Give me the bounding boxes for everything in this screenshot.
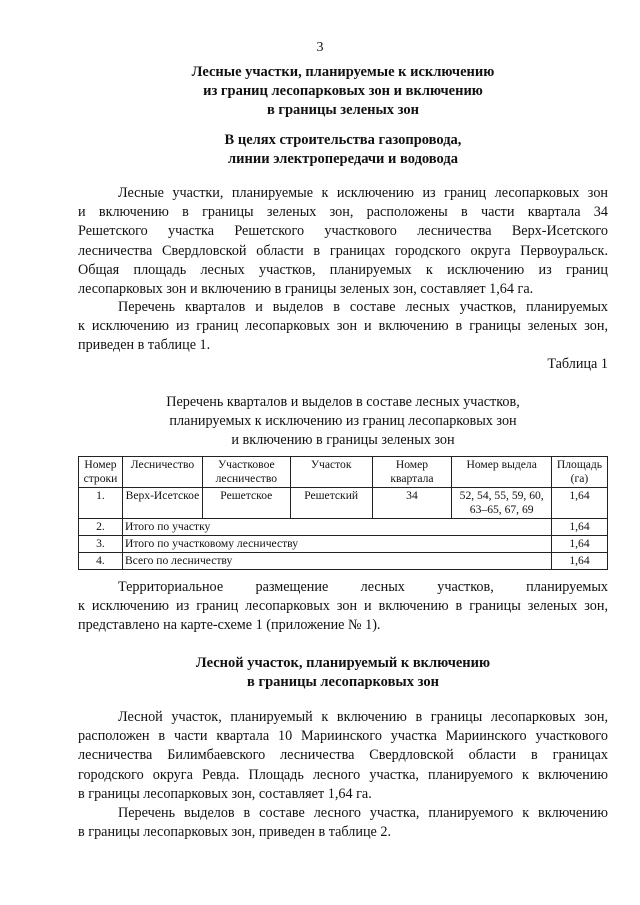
section-1-paragraph-1 [78,184,608,299]
text-line: лесопарковых зон и включению в границы зеленых зон, составляет 1,64 га. [78,281,534,298]
page-number: 3 [316,40,324,55]
text-line: в границы лесопарковых зон, составляет 1,64 га. [78,785,372,802]
cell-area: 1,64 [551,536,607,553]
text-line: Лесной участок, планируемый к включению в границы лесопарковых зон, [118,709,608,725]
section-1-title-line: Лесные участки, планируемые к исключению [191,64,495,80]
cell-quarter-no: 34 [372,488,452,519]
header-area: Площадь (га) [551,457,607,488]
text-line: и включению в границы зеленых зон, расположены в части квартала 34 [78,204,608,221]
cell-forestry: Верх-Исетское [122,488,202,519]
text-line: лесничества Билимбаевского лесничества Свердловской области в границах [78,747,608,764]
section-1-title-line: в границы зеленых зон [266,102,420,118]
cell-area: 1,64 [551,553,607,570]
caption-line: и включению в границы зеленых зон [231,432,455,448]
cell-summary-label: Итого по участковому лесничеству [122,536,551,553]
text-line: Перечень кварталов и выделов в составе лесных участков, планируемых [118,299,608,315]
table-1-label: Таблица 1 [547,356,608,372]
cell-area: 1,64 [551,519,607,536]
table-row [79,519,608,536]
text-line: Территориальное размещение лесных участков, планируемых [118,579,608,595]
header-allotment-no: Номер выдела [452,457,552,488]
text-line: городского округа Ревда. Площадь лесного участка, планируемого к включению [78,766,608,783]
table-header-row [79,457,608,488]
caption-line: Перечень кварталов и выделов в составе лесных участков, [166,394,520,410]
text-line: в границы лесопарковых зон, приведен в таблице 2. [78,824,392,841]
text-line: Перечень выделов в составе лесного участка, планируемого к включению [118,805,608,821]
section-1-subtitle-line: В целях строительства газопровода, [224,132,462,148]
section-2-paragraph-2 [78,804,608,842]
section-2-title-line: Лесной участок, планируемый к включению [195,655,491,671]
table-row [79,488,608,519]
cell-plot: Решетский [290,488,372,519]
text-line: Решетского участка Решетского участкового лесничества Верх-Исетского [78,223,608,240]
section-1-subtitle [60,131,626,169]
text-line: приведен в таблице 1. [78,337,211,354]
text-line: к исключению из границ лесопарковых зон и включению в границы зеленых зон, [78,598,608,615]
cell-row-no: 1. [79,488,123,519]
table-1 [78,456,608,570]
cell-summary-label: Итого по участку [122,519,551,536]
text-line: к исключению из границ лесопарковых зон и включению в границы зеленых зон, [78,318,608,335]
text-line: лесничества Свердловской области в границах городского округа Первоуральск. [78,242,608,259]
table-row [79,536,608,553]
text-line: представлено на карте-схеме 1 (приложение № 1). [78,617,381,634]
section-1-subtitle-line: линии электропередачи и водовода [228,151,458,167]
cell-allotment-no: 52, 54, 55, 59, 60, 63–65, 67, 69 [452,488,552,519]
paragraph-map-reference [78,578,608,636]
cell-summary-label: Всего по лесничеству [122,553,551,570]
header-plot: Участок [290,457,372,488]
table-1-caption [60,393,626,450]
text-line: расположен в части квартала 10 Мариинского участка Мариинского участкового [78,728,608,745]
text-line: Лесные участки, планируемые к исключению из границ лесопарковых зон [118,185,608,201]
header-forestry: Лесничество [122,457,202,488]
cell-row-no: 4. [79,553,123,570]
header-quarter-no: Номер квартала [372,457,452,488]
table-row [79,553,608,570]
header-row-no: Номер строки [79,457,123,488]
cell-area: 1,64 [551,488,607,519]
cell-row-no: 3. [79,536,123,553]
section-1-title-line: из границ лесопарковых зон и включению [203,83,483,99]
section-2-title-line: в границы лесопарковых зон [247,674,439,690]
cell-district-forestry: Решетское [202,488,290,519]
header-district-forestry: Участковое лесничество [202,457,290,488]
section-1-paragraph-2 [78,298,608,356]
section-2-paragraph-1 [78,708,608,804]
section-2-title [60,654,626,692]
caption-line: планируемых к исключению из границ лесопарковых зон [169,413,517,429]
cell-row-no: 2. [79,519,123,536]
section-1-title [60,63,626,120]
text-line: Общая площадь лесных участков, планируемых к исключению из границ [78,261,608,278]
